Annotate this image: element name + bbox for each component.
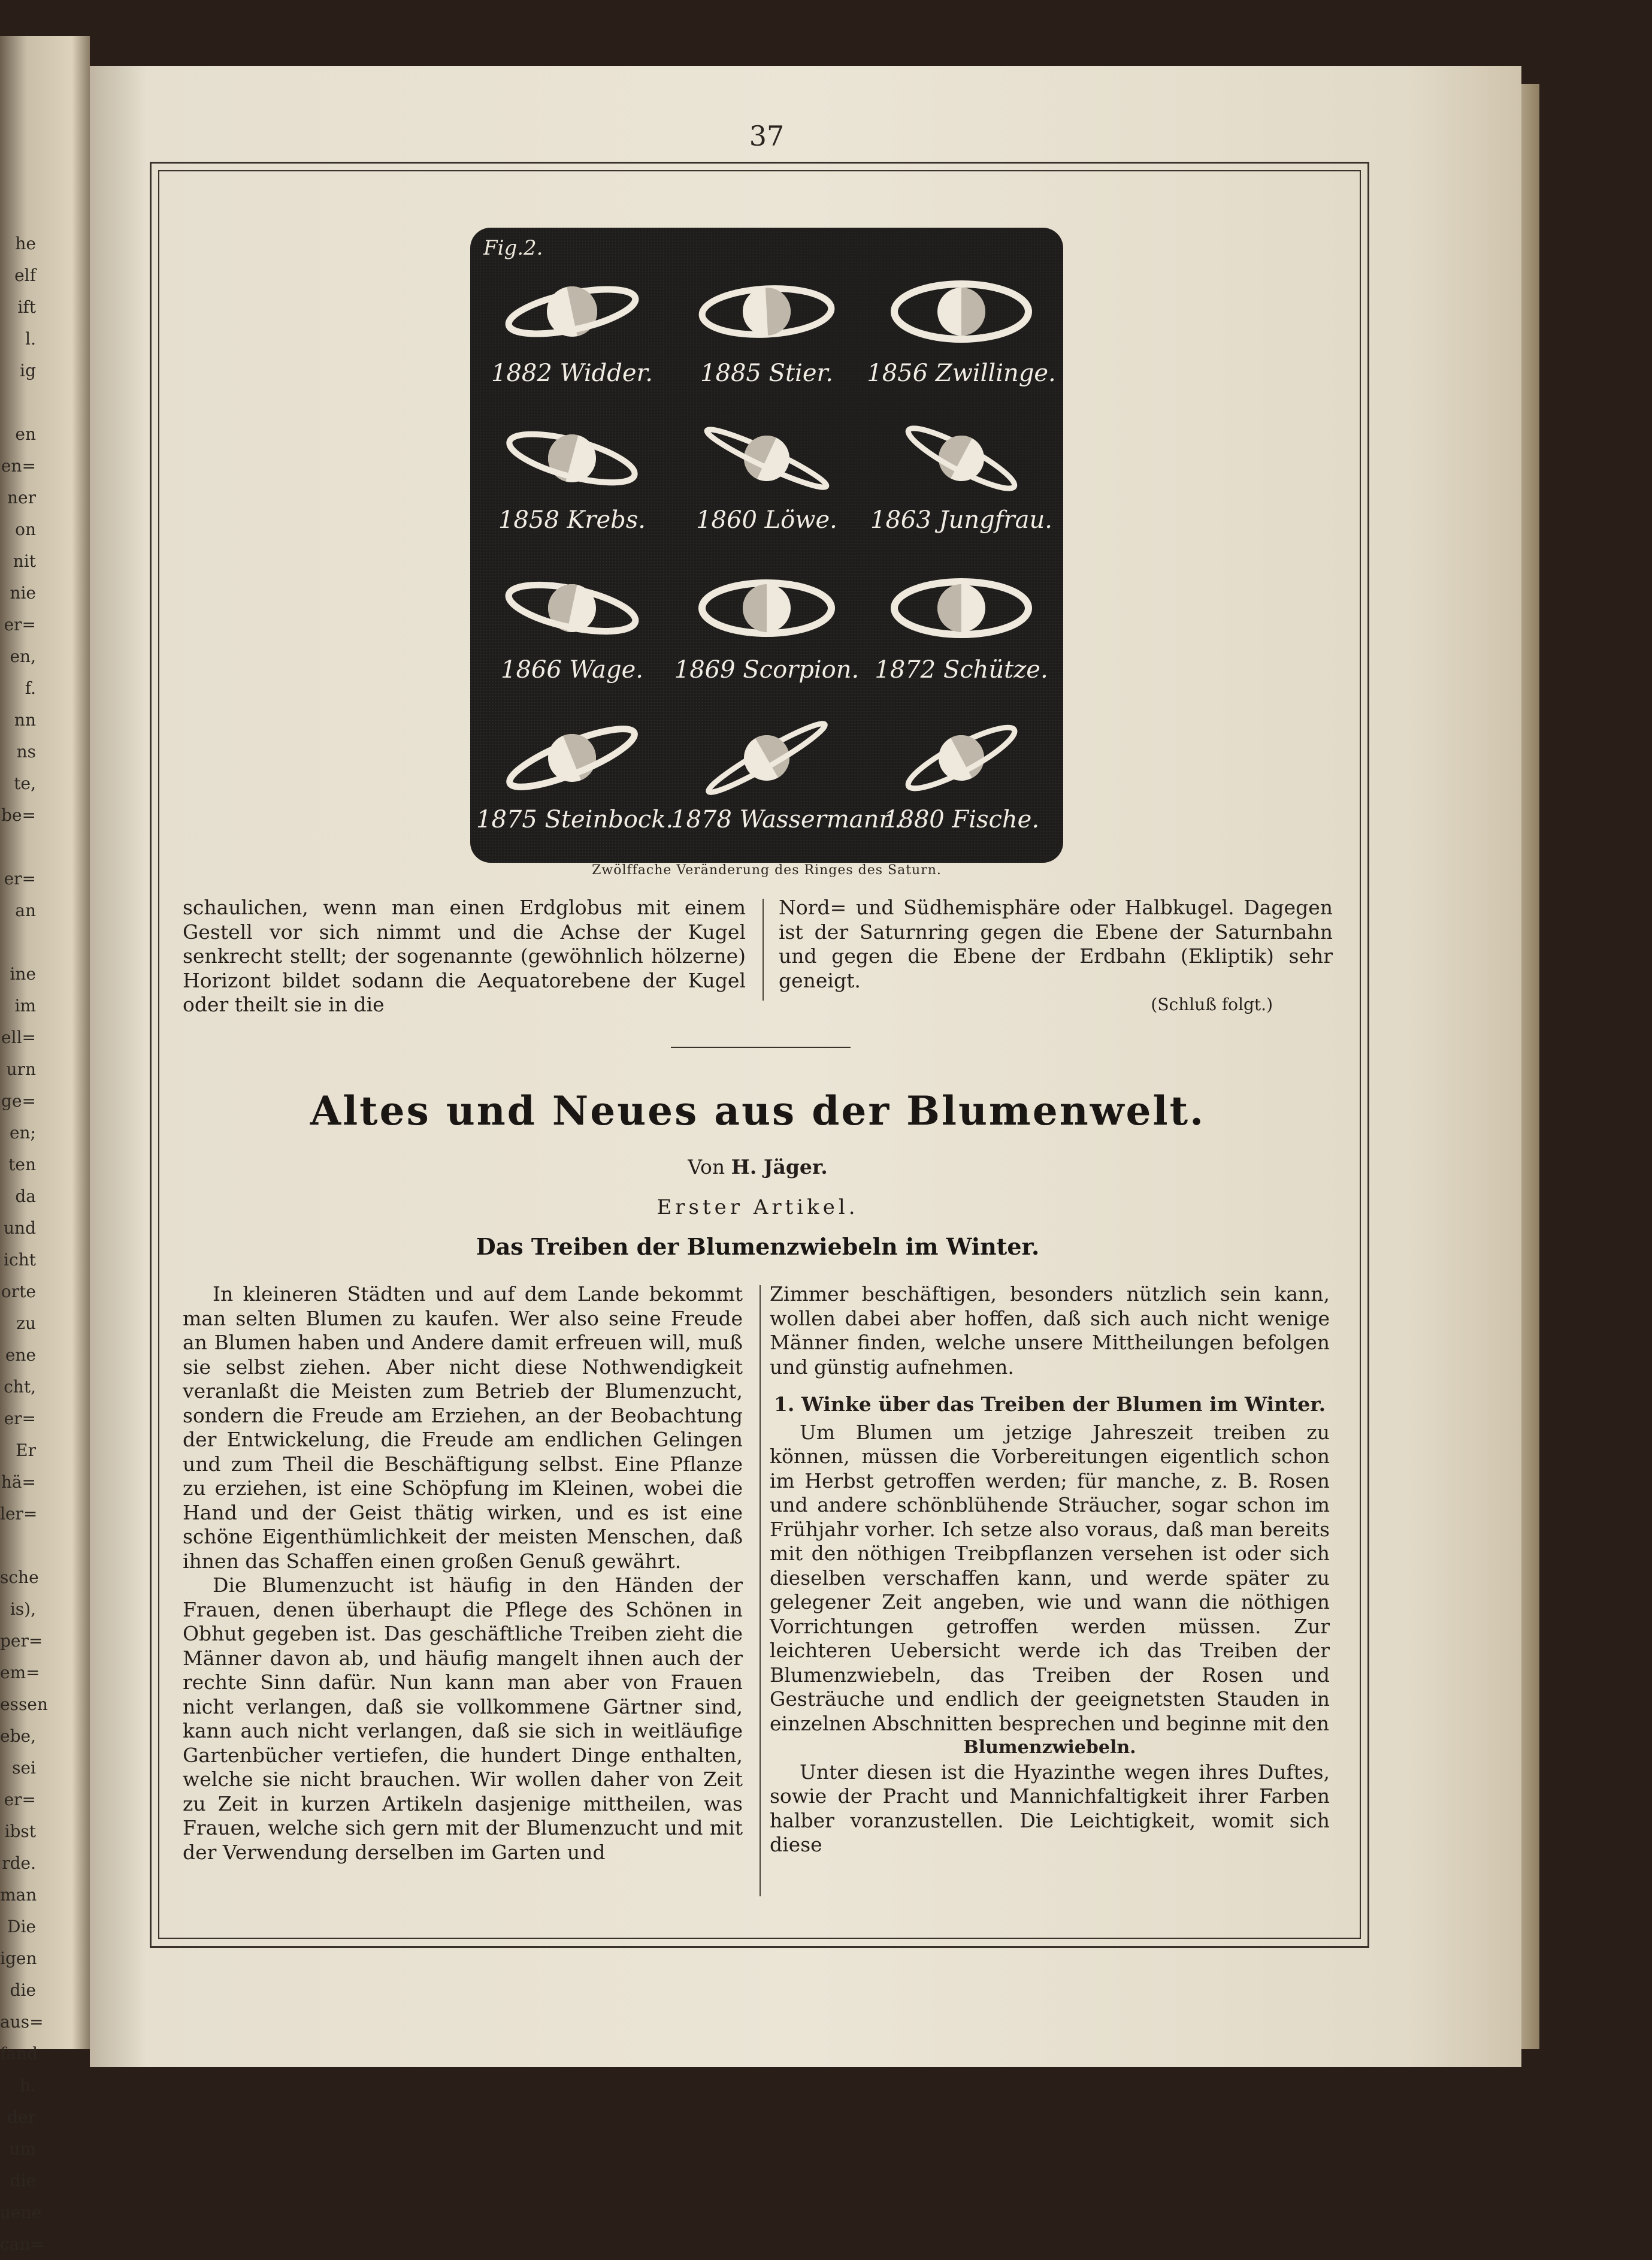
article-title: Altes und Neues aus der Blumenwelt. xyxy=(310,1087,1206,1134)
left-page-edge xyxy=(0,36,90,2254)
page-number: 37 xyxy=(749,120,785,152)
article-subtitle: Das Treiben der Blumenzwiebeln im Winter. xyxy=(476,1233,1040,1260)
article-right-column xyxy=(770,1282,1330,1857)
article-label: Erster Artikel. xyxy=(656,1195,859,1219)
saturn-cell-1860 xyxy=(671,410,863,560)
prev-article-left-column xyxy=(183,896,746,1017)
saturn-caption: 1875 Steinbock. xyxy=(476,806,674,833)
saturn-cell-1882 xyxy=(476,264,668,413)
saturn-1878-illustration xyxy=(695,716,839,800)
saturn-figure xyxy=(470,228,1063,863)
prev-article-text: schaulichen, wenn man einen Erdglobus mit einem Gestell vor sich nimmt und die Achse der Kugel senkrecht stellt; der sogenannte (gewöhnlich hölzerne) Horizont bildet sodann die Aequatorebene der Kugel oder theilt sie in die xyxy=(183,896,746,1016)
saturn-cell-1863 xyxy=(866,410,1057,560)
saturn-caption: 1880 Fische. xyxy=(883,806,1040,833)
saturn-caption: 1863 Jungfrau. xyxy=(870,506,1052,534)
column-rule xyxy=(760,1285,761,1896)
saturn-caption: 1866 Wage. xyxy=(501,656,643,684)
saturn-1875-illustration xyxy=(500,716,644,800)
figure-label: Fig.2. xyxy=(483,236,543,260)
byline-prefix: Von xyxy=(688,1155,725,1179)
byline xyxy=(150,1155,1366,1179)
prev-article-text: Nord= und Südhemisphäre oder Halbkugel. Dagegen ist der Saturnring gegen die Ebene der Saturnbahn und gegen die Ebene der Erdbahn (Ekliptik) sehr geneigt. xyxy=(779,896,1333,992)
saturn-1860-illustration xyxy=(695,416,839,500)
saturn-caption: 1878 Wassermann. xyxy=(671,806,902,833)
saturn-1885-illustration xyxy=(695,270,839,353)
saturn-cell-1878 xyxy=(671,710,902,860)
saturn-1880-illustration xyxy=(889,716,1033,800)
saturn-caption: 1869 Scorpion. xyxy=(674,656,860,684)
author-name: H. Jäger. xyxy=(731,1155,828,1179)
saturn-1858-illustration xyxy=(500,416,644,500)
saturn-1866-illustration xyxy=(500,566,644,650)
saturn-caption: 1856 Zwillinge. xyxy=(867,359,1056,387)
saturn-cell-1880 xyxy=(866,710,1057,860)
saturn-1856-illustration xyxy=(889,270,1033,353)
saturn-cell-1856 xyxy=(866,264,1057,413)
saturn-caption: 1860 Löwe. xyxy=(696,506,837,534)
section-divider xyxy=(671,1047,851,1048)
saturn-1872-illustration xyxy=(889,566,1033,650)
section-heading: 1. Winke über das Treiben der Blumen im Winter. xyxy=(773,1392,1326,1416)
saturn-caption: 1885 Stier. xyxy=(700,359,833,387)
saturn-1863-illustration xyxy=(889,416,1033,500)
figure-caption: Zwölffache Veränderung des Ringes des Saturn. xyxy=(592,863,942,878)
paragraph: Um Blumen um jetzige Jahreszeit treiben zu können, müssen die Vorbereitungen eigentlich schon im Herbst getroffen werden; für manche, z. B. Rosen und andere schönblühende Sträucher, sogar schon im Frühjahr vorher. Ich setze also voraus, daß man bereits mit den nöthigen Treibpflanzen versehen ist oder sich dieselben verschaffen kann, und werde später zu gelegener Zeit angeben, wie und wann die nöthigen Vorrichtungen getroffen werden müssen. Zur leichteren Uebersicht werde ich das Treiben der Blumenzwiebeln, das Treiben der Rosen und Gesträuche und endlich der geeignetsten Stauden in einzelnen Abschnitten besprechen und beginne mit den xyxy=(770,1420,1330,1735)
saturn-1869-illustration xyxy=(695,566,839,650)
paragraph: Unter diesen ist die Hyazinthe wegen ihres Duftes, sowie der Pracht und Mannichfaltigkeit ihrer Farben halber voranzustellen. Die Leichtigkeit, womit sich diese xyxy=(770,1760,1330,1856)
paragraph: Die Blumenzucht ist häufig in den Händen der Frauen, denen überhaupt die Pflege des Schönen in Obhut gegeben ist. Das geschäftliche Treiben zieht die Männer davon ab, und häufig mangelt ihnen auch der rechte Sinn dafür. Nun kann man aber von Frauen nicht verlangen, daß sie vollkommene Gärtner sind, kann auch nicht verlangen, daß sie sich in weitläufige Gartenbücher vertiefen, die hundert Dinge enthalten, welche sie nicht brauchen. Wir wollen daher von Zeit zu Zeit in kurzen Artikeln dasjenige mittheilen, was Frauen, welche sich gern mit der Blumenzucht und mit der Verwendung derselben im Garten und xyxy=(183,1573,743,1864)
saturn-cell-1875 xyxy=(476,710,674,860)
left-page-text-fragments: he elf ift l. ig en en= ner on nit nie er= en, f. nn ns te, be= er= an ine im ell= urn ge= en; ten da und icht orte zu ene cht, er= Er hä= ler= sche is), per= em= essen ebe, sei er= ibst rde. man Die igen die aus= fand h. der um die uene can= xyxy=(0,234,48,2254)
saturn-cell-1869 xyxy=(671,560,863,710)
prev-article-right-column xyxy=(779,896,1333,1017)
continued-note: (Schluß folgt.) xyxy=(1151,995,1273,1014)
subsection-heading: Blumenzwiebeln. xyxy=(963,1737,1136,1758)
column-rule xyxy=(763,899,764,1001)
saturn-caption: 1872 Schütze. xyxy=(875,656,1048,684)
saturn-cell-1885 xyxy=(671,264,863,413)
saturn-cell-1872 xyxy=(866,560,1057,710)
saturn-caption: 1858 Krebs. xyxy=(498,506,646,534)
saturn-cell-1858 xyxy=(476,410,668,560)
saturn-cell-1866 xyxy=(476,560,668,710)
saturn-1882-illustration xyxy=(500,270,644,353)
article-left-column xyxy=(183,1282,743,1865)
saturn-caption: 1882 Widder. xyxy=(491,359,653,387)
paragraph: Zimmer beschäftigen, besonders nützlich sein kann, wollen dabei aber hoffen, daß sich auch nicht wenige Männer finden, welche unsere Mittheilungen befolgen und günstig aufnehmen. xyxy=(770,1282,1330,1379)
paragraph: In kleineren Städten und auf dem Lande bekommt man selten Blumen zu kaufen. Wer also seine Freude an Blumen haben und Andere damit erfreuen will, muß sie selbst ziehen. Aber nicht diese Nothwendigkeit veranlaßt die Meisten zum Betrieb der Blumenzucht, sondern die Freude am Erziehen, an der Beobachtung der Entwickelung, die Freude am endlichen Gelingen und zum Theil die Beschäftigung selbst. Eine Pflanze zu erziehen, ist eine Schöpfung im Kleinen, wobei die Hand und der Geist thätig wirken, und es ist eine schöne Eigenthümlichkeit der meisten Menschen, daß ihnen das Schaffen einen großen Genuß gewährt. xyxy=(183,1282,743,1573)
